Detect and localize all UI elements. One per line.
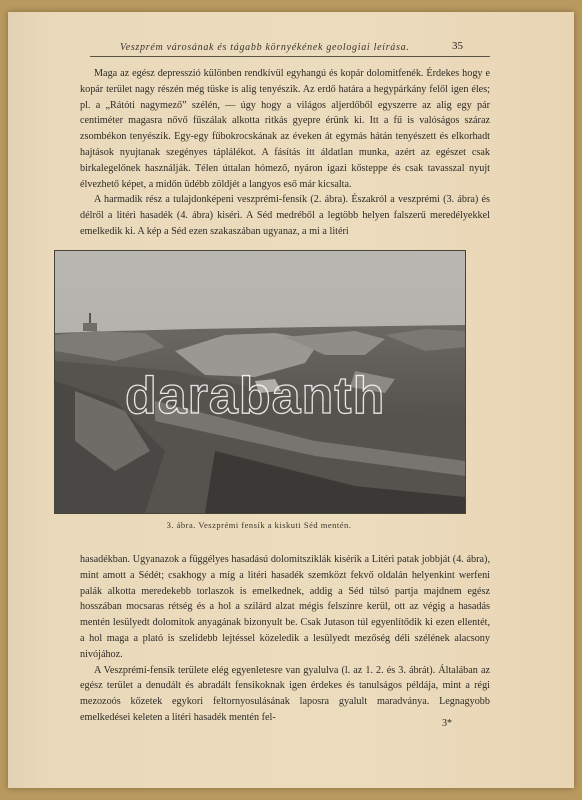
running-header [8,38,574,58]
body-text-bottom [80,552,490,726]
sheet-signature-mark: 3* [442,718,452,729]
paragraph: Maga az egész depresszió különben rendkívül egyhangú és kopár dolomitfenék. Érdekes hogy e kopár terület nagy részén még tüske is alig tenyészik. Az erdő határa a hegypárkány felől igen éles; pl. a „Rátóti nagymező” szélén, — úgy hogy a világos aljerdőből egyszerre az alig egy pár centiméter magasra nővő fűszálak alkotta ritkás gyepre érünk ki. Itt a fű is valóságos száraz zsombékon tenyészik. Egy-egy fűbokrocskának az éveken át egymás hátán tenyészett és elkorhadt hajtások nyujtanak szegényes táplálékot. A fásítás itt áldatlan munka, azért az egészet csak birkalegelőnek használják. Télen úttalan hómező, nyáron igazi kősteppe és csak tavasszal nyujt élvezhető képet, a midőn üdébb zöldjét a langyos eső már kicsalta. [80,68,490,190]
landscape-photograph [54,250,466,514]
figure-caption: 3. ábra. Veszprémi fensík a kiskuti Séd mentén. [166,520,352,530]
book-page [8,12,574,788]
paragraph: hasadékban. Ugyanazok a függélyes hasadású dolomitsziklák kisérik a Litéri patak jobbját (4. ábra), mint amott a Sédét; csakhogy a míg a litéri hasadék szemközt fekvő oldalán helyenkint werfeni palák alkotta meredekebb torlaszok is emelkednek, addig a Séd túlsó partja majdnem egész hosszában mocsaras rétség és a hol a szilárd alzat mégis felszínre kerül, ott az végig a hasadás mentén lesülyedt dolomitok anyagának bizonyult be. Csak Jutason túl egyenlítődik ki ezen ellentét, a hol maga a plató is szelídebb lejtéssel közeledik a lesülyedt mezőség déli szélének alacsony nivójához. [80,554,490,660]
running-header-title: Veszprém városának és tágabb környékének geologiai leírása. [120,42,410,53]
page-number: 35 [452,40,463,52]
body-text-top [80,66,490,240]
paragraph: A Veszprémi-fensík területe elég egyenletesre van gyalulva (l. az 1. 2. és 3. ábrát). Általában az egész terület a denudált és abradált fensikoknak igen érdekes és tanulságos példája, mint a régi mezozoós kőzetek egykori feltornyosulásának laposra gyalult maradványa. Legnagyobb emelkedései keleten a litéri hasadék mentén fel- [80,664,490,723]
paragraph: A harmadik rész a tulajdonképeni veszprémi-fensík (2. ábra). Északról a veszprémi (3. ábra) és délről a litéri hasadék (4. ábra) kiséri. A Séd medréből a legtöbb helyen falszerű meredélyekkel emelkedik ki. A kép a Séd ezen szakaszában ugyanaz, a mi a litéri [80,194,490,237]
header-rule [90,56,490,57]
photo-illustration [55,251,465,513]
